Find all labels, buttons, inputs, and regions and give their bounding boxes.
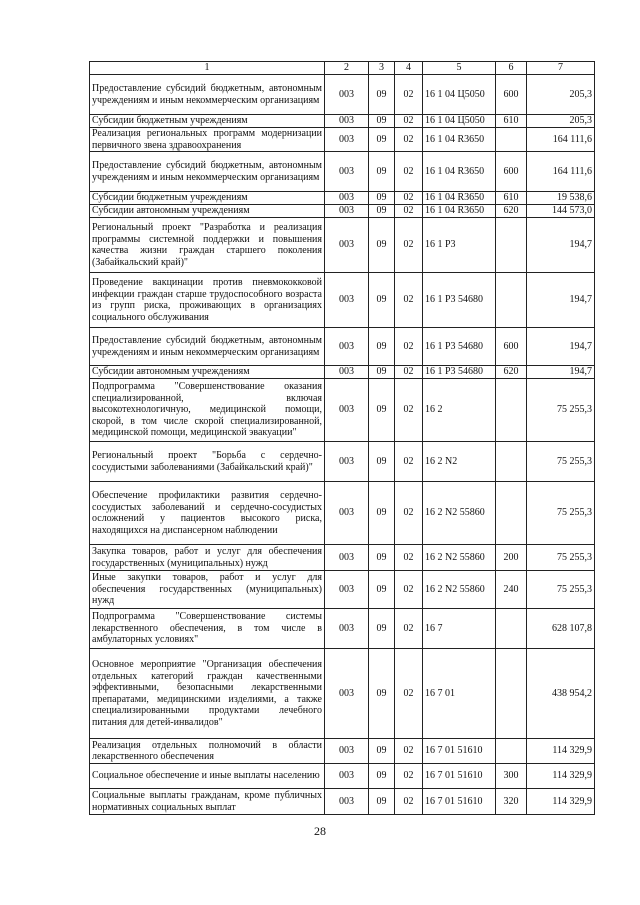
- cell-section: 09: [369, 649, 395, 739]
- cell-subsection: 02: [395, 571, 423, 609]
- table-row: [90, 764, 595, 789]
- cell-subsection: 02: [395, 609, 423, 649]
- cell-amount: 205,3: [527, 115, 595, 128]
- cell-admin-code: 003: [325, 739, 369, 764]
- cell-name: Подпрограмма "Совершенствование оказания специализированной, включая высокотехнологичную, медицинской помощи, скорой, в том числе скорой специализированной, медицинской помощи, медицинской эвакуации": [90, 379, 325, 442]
- cell-amount: 194,7: [527, 366, 595, 379]
- cell-expense-type: 600: [496, 75, 527, 115]
- cell-name: Закупка товаров, работ и услуг для обеспечения государственных (муниципальных) нужд: [90, 545, 325, 571]
- column-header-subsection: 4: [395, 62, 423, 75]
- cell-expense-type: 200: [496, 545, 527, 571]
- cell-name: Реализация отдельных полномочий в области лекарственного обеспечения: [90, 739, 325, 764]
- budget-table: [89, 61, 595, 815]
- cell-expense-type: [496, 128, 527, 152]
- cell-target-article: 16 1 04 Ц5050: [423, 75, 496, 115]
- cell-amount: 194,7: [527, 218, 595, 273]
- column-header-expense-type: 6: [496, 62, 527, 75]
- cell-section: 09: [369, 192, 395, 205]
- cell-subsection: 02: [395, 366, 423, 379]
- cell-name: Социальные выплаты гражданам, кроме публичных нормативных социальных выплат: [90, 789, 325, 815]
- cell-name: Социальное обеспечение и иные выплаты населению: [90, 764, 325, 789]
- cell-admin-code: 003: [325, 205, 369, 218]
- cell-name: Проведение вакцинации против пневмококковой инфекции граждан старше трудоспособного возраста из групп риска, проживающих в организациях социального обслуживания: [90, 273, 325, 328]
- table-row: [90, 739, 595, 764]
- cell-amount: 114 329,9: [527, 789, 595, 815]
- cell-section: 09: [369, 739, 395, 764]
- cell-admin-code: 003: [325, 75, 369, 115]
- cell-amount: 19 538,6: [527, 192, 595, 205]
- cell-subsection: 02: [395, 739, 423, 764]
- column-header-name: 1: [90, 62, 325, 75]
- cell-expense-type: 620: [496, 205, 527, 218]
- cell-amount: 194,7: [527, 273, 595, 328]
- cell-target-article: 16 7 01 51610: [423, 789, 496, 815]
- cell-target-article: 16 1 04 R3650: [423, 205, 496, 218]
- cell-subsection: 02: [395, 482, 423, 545]
- cell-target-article: 16 1 04 R3650: [423, 192, 496, 205]
- cell-amount: 164 111,6: [527, 128, 595, 152]
- table-row: [90, 328, 595, 366]
- cell-subsection: 02: [395, 192, 423, 205]
- table-row: [90, 205, 595, 218]
- cell-section: 09: [369, 545, 395, 571]
- cell-amount: 75 255,3: [527, 545, 595, 571]
- table-header-row: [90, 62, 595, 75]
- column-header-admin-code: 2: [325, 62, 369, 75]
- cell-expense-type: 620: [496, 366, 527, 379]
- cell-section: 09: [369, 571, 395, 609]
- cell-target-article: 16 7 01 51610: [423, 764, 496, 789]
- cell-expense-type: 240: [496, 571, 527, 609]
- cell-name: Предоставление субсидий бюджетным, автономным учреждениям и иным некоммерческим организациям: [90, 152, 325, 192]
- cell-subsection: 02: [395, 328, 423, 366]
- table-row: [90, 218, 595, 273]
- cell-section: 09: [369, 115, 395, 128]
- cell-section: 09: [369, 273, 395, 328]
- cell-subsection: 02: [395, 205, 423, 218]
- cell-section: 09: [369, 75, 395, 115]
- cell-subsection: 02: [395, 379, 423, 442]
- table-row: [90, 379, 595, 442]
- cell-admin-code: 003: [325, 115, 369, 128]
- cell-subsection: 02: [395, 152, 423, 192]
- cell-amount: 438 954,2: [527, 649, 595, 739]
- table-row: [90, 366, 595, 379]
- cell-amount: 628 107,8: [527, 609, 595, 649]
- table-row: [90, 152, 595, 192]
- cell-target-article: 16 7 01: [423, 649, 496, 739]
- cell-section: 09: [369, 789, 395, 815]
- cell-expense-type: 320: [496, 789, 527, 815]
- cell-subsection: 02: [395, 273, 423, 328]
- cell-name: Субсидии бюджетным учреждениям: [90, 192, 325, 205]
- cell-expense-type: 600: [496, 152, 527, 192]
- cell-target-article: 16 1 04 R3650: [423, 128, 496, 152]
- cell-amount: 164 111,6: [527, 152, 595, 192]
- cell-amount: 194,7: [527, 328, 595, 366]
- cell-target-article: 16 2 N2 55860: [423, 545, 496, 571]
- cell-name: Обеспечение профилактики развития сердечно-сосудистых заболеваний и сердечно-сосудистых осложнений у пациентов высокого риска, находящихся на диспансерном наблюдении: [90, 482, 325, 545]
- cell-expense-type: 610: [496, 115, 527, 128]
- cell-admin-code: 003: [325, 328, 369, 366]
- cell-name: Региональный проект "Борьба с сердечно-сосудистыми заболеваниями (Забайкальский край)": [90, 442, 325, 482]
- cell-admin-code: 003: [325, 442, 369, 482]
- cell-name: Субсидии автономным учреждениям: [90, 205, 325, 218]
- cell-subsection: 02: [395, 75, 423, 115]
- cell-subsection: 02: [395, 649, 423, 739]
- cell-admin-code: 003: [325, 273, 369, 328]
- cell-name: Подпрограмма "Совершенствование системы лекарственного обеспечения, в том числе в амбулаторных условиях": [90, 609, 325, 649]
- table-row: [90, 128, 595, 152]
- cell-name: Предоставление субсидий бюджетным, автономным учреждениям и иным некоммерческим организациям: [90, 328, 325, 366]
- cell-admin-code: 003: [325, 649, 369, 739]
- cell-admin-code: 003: [325, 379, 369, 442]
- table-row: [90, 545, 595, 571]
- cell-target-article: 16 2 N2: [423, 442, 496, 482]
- cell-expense-type: 300: [496, 764, 527, 789]
- cell-target-article: 16 1 04 Ц5050: [423, 115, 496, 128]
- cell-admin-code: 003: [325, 218, 369, 273]
- cell-subsection: 02: [395, 789, 423, 815]
- cell-expense-type: [496, 379, 527, 442]
- cell-section: 09: [369, 218, 395, 273]
- cell-subsection: 02: [395, 764, 423, 789]
- cell-name: Субсидии автономным учреждениям: [90, 366, 325, 379]
- cell-admin-code: 003: [325, 482, 369, 545]
- cell-section: 09: [369, 609, 395, 649]
- cell-section: 09: [369, 764, 395, 789]
- table-row: [90, 609, 595, 649]
- cell-expense-type: 610: [496, 192, 527, 205]
- cell-section: 09: [369, 128, 395, 152]
- column-header-amount: 7: [527, 62, 595, 75]
- cell-amount: 114 329,9: [527, 739, 595, 764]
- cell-subsection: 02: [395, 128, 423, 152]
- cell-expense-type: [496, 218, 527, 273]
- table-row: [90, 649, 595, 739]
- table-row: [90, 482, 595, 545]
- cell-amount: 75 255,3: [527, 442, 595, 482]
- table-row: [90, 789, 595, 815]
- cell-admin-code: 003: [325, 152, 369, 192]
- cell-name: Региональный проект "Разработка и реализация программы системной поддержки и повышения качества жизни граждан старшего поколения (Забайкальский край)": [90, 218, 325, 273]
- cell-admin-code: 003: [325, 789, 369, 815]
- cell-expense-type: [496, 482, 527, 545]
- cell-section: 09: [369, 482, 395, 545]
- cell-admin-code: 003: [325, 192, 369, 205]
- cell-admin-code: 003: [325, 764, 369, 789]
- cell-name: Реализация региональных программ модернизации первичного звена здравоохранения: [90, 128, 325, 152]
- cell-admin-code: 003: [325, 128, 369, 152]
- table-row: [90, 571, 595, 609]
- cell-subsection: 02: [395, 115, 423, 128]
- table-row: [90, 192, 595, 205]
- cell-target-article: 16 1 P3 54680: [423, 366, 496, 379]
- cell-section: 09: [369, 366, 395, 379]
- cell-target-article: 16 2 N2 55860: [423, 571, 496, 609]
- cell-amount: 144 573,0: [527, 205, 595, 218]
- table-row: [90, 442, 595, 482]
- cell-subsection: 02: [395, 218, 423, 273]
- cell-admin-code: 003: [325, 609, 369, 649]
- cell-target-article: 16 1 P3 54680: [423, 328, 496, 366]
- cell-name: Основное мероприятие "Организация обеспечения отдельных категорий граждан качественными эффективными, безопасными лекарственными препаратами, медицинскими изделиями, а также специализированными продуктами лечебного питания для детей-инвалидов": [90, 649, 325, 739]
- cell-target-article: 16 1 P3: [423, 218, 496, 273]
- cell-target-article: 16 1 04 R3650: [423, 152, 496, 192]
- column-header-target-article: 5: [423, 62, 496, 75]
- table-row: [90, 115, 595, 128]
- cell-amount: 75 255,3: [527, 482, 595, 545]
- cell-expense-type: [496, 739, 527, 764]
- cell-name: Субсидии бюджетным учреждениям: [90, 115, 325, 128]
- cell-admin-code: 003: [325, 571, 369, 609]
- cell-expense-type: [496, 609, 527, 649]
- cell-target-article: 16 1 P3 54680: [423, 273, 496, 328]
- cell-expense-type: [496, 649, 527, 739]
- cell-subsection: 02: [395, 442, 423, 482]
- cell-admin-code: 003: [325, 545, 369, 571]
- cell-section: 09: [369, 205, 395, 218]
- cell-section: 09: [369, 442, 395, 482]
- cell-section: 09: [369, 379, 395, 442]
- cell-expense-type: [496, 442, 527, 482]
- cell-amount: 205,3: [527, 75, 595, 115]
- cell-target-article: 16 2: [423, 379, 496, 442]
- cell-amount: 114 329,9: [527, 764, 595, 789]
- cell-section: 09: [369, 152, 395, 192]
- cell-name: Предоставление субсидий бюджетным, автономным учреждениям и иным некоммерческим организациям: [90, 75, 325, 115]
- cell-amount: 75 255,3: [527, 571, 595, 609]
- cell-target-article: 16 7: [423, 609, 496, 649]
- page-number: 28: [314, 824, 326, 838]
- cell-expense-type: [496, 273, 527, 328]
- cell-amount: 75 255,3: [527, 379, 595, 442]
- cell-name: Иные закупки товаров, работ и услуг для обеспечения государственных (муниципальных) нужд: [90, 571, 325, 609]
- column-header-section: 3: [369, 62, 395, 75]
- table-row: [90, 273, 595, 328]
- cell-section: 09: [369, 328, 395, 366]
- cell-target-article: 16 7 01 51610: [423, 739, 496, 764]
- table-row: [90, 75, 595, 115]
- cell-admin-code: 003: [325, 366, 369, 379]
- cell-subsection: 02: [395, 545, 423, 571]
- cell-expense-type: 600: [496, 328, 527, 366]
- cell-target-article: 16 2 N2 55860: [423, 482, 496, 545]
